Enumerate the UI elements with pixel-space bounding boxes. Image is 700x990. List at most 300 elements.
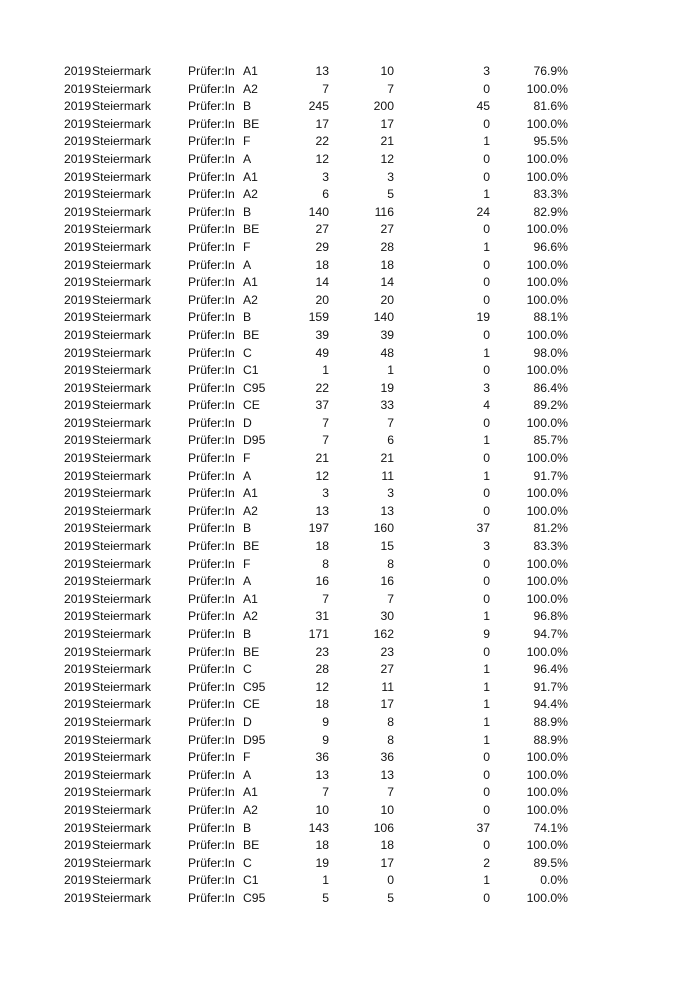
passed-count-cell: 17 — [380, 855, 394, 870]
region-cell: Steiermark — [92, 257, 151, 272]
region-cell: Steiermark — [92, 679, 151, 694]
year-cell: 2019 — [64, 398, 92, 413]
failed-count-cell: 1 — [483, 873, 490, 888]
total-count-cell: 23 — [315, 644, 329, 659]
year-cell: 2019 — [64, 327, 92, 342]
region-cell: Steiermark — [92, 609, 151, 624]
passed-count-cell: 15 — [380, 539, 394, 554]
pass-rate-cell: 100.0% — [526, 503, 568, 518]
total-count-cell: 245 — [308, 99, 329, 114]
year-cell: 2019 — [64, 116, 92, 131]
license-class-cell: A — [243, 574, 252, 589]
passed-count-cell: 16 — [380, 574, 394, 589]
license-class-cell: C1 — [243, 873, 259, 888]
passed-count-cell: 19 — [380, 380, 394, 395]
total-count-cell: 7 — [322, 591, 329, 606]
role-cell: Prüfer:In — [188, 679, 235, 694]
passed-count-cell: 5 — [387, 890, 394, 905]
role-cell: Prüfer:In — [188, 662, 235, 677]
role-cell: Prüfer:In — [188, 204, 235, 219]
license-class-cell: A — [243, 257, 252, 272]
pass-rate-cell: 81.6% — [533, 99, 568, 114]
region-cell: Steiermark — [92, 714, 151, 729]
passed-count-cell: 8 — [387, 714, 394, 729]
failed-count-cell: 0 — [483, 275, 490, 290]
region-cell: Steiermark — [92, 574, 151, 589]
role-cell: Prüfer:In — [188, 574, 235, 589]
pass-rate-cell: 100.0% — [526, 169, 568, 184]
role-cell: Prüfer:In — [188, 398, 235, 413]
passed-count-cell: 12 — [380, 151, 394, 166]
role-cell: Prüfer:In — [188, 380, 235, 395]
region-cell: Steiermark — [92, 767, 151, 782]
failed-count-cell: 1 — [483, 714, 490, 729]
year-cell: 2019 — [64, 750, 92, 765]
year-cell: 2019 — [64, 521, 92, 536]
year-cell: 2019 — [64, 820, 92, 835]
license-class-cell: C — [243, 855, 252, 870]
total-count-cell: 159 — [308, 310, 329, 325]
year-cell: 2019 — [64, 81, 92, 96]
region-cell: Steiermark — [92, 785, 151, 800]
pass-rate-cell: 100.0% — [526, 591, 568, 606]
license-class-cell: A2 — [243, 503, 258, 518]
table-row — [0, 626, 700, 644]
role-cell: Prüfer:In — [188, 169, 235, 184]
total-count-cell: 28 — [315, 662, 329, 677]
failed-count-cell: 0 — [483, 151, 490, 166]
region-cell: Steiermark — [92, 275, 151, 290]
total-count-cell: 16 — [315, 574, 329, 589]
license-class-cell: D95 — [243, 732, 266, 747]
role-cell: Prüfer:In — [188, 767, 235, 782]
year-cell: 2019 — [64, 345, 92, 360]
failed-count-cell: 0 — [483, 81, 490, 96]
table-row — [0, 362, 700, 380]
license-class-cell: A2 — [243, 81, 258, 96]
role-cell: Prüfer:In — [188, 116, 235, 131]
role-cell: Prüfer:In — [188, 275, 235, 290]
region-cell: Steiermark — [92, 187, 151, 202]
passed-count-cell: 36 — [380, 750, 394, 765]
license-class-cell: BE — [243, 116, 260, 131]
pass-rate-cell: 100.0% — [526, 802, 568, 817]
failed-count-cell: 0 — [483, 767, 490, 782]
failed-count-cell: 2 — [483, 855, 490, 870]
table-row — [0, 520, 700, 538]
failed-count-cell: 9 — [483, 627, 490, 641]
region-cell: Steiermark — [92, 363, 151, 378]
year-cell: 2019 — [64, 679, 92, 694]
table-row — [0, 644, 700, 662]
region-cell: Steiermark — [92, 310, 151, 325]
year-cell: 2019 — [64, 697, 92, 712]
table-row — [0, 169, 700, 187]
year-cell: 2019 — [64, 151, 92, 166]
pass-rate-cell: 100.0% — [526, 767, 568, 782]
passed-count-cell: 10 — [380, 802, 394, 817]
year-cell: 2019 — [64, 662, 92, 677]
table-row — [0, 855, 700, 873]
passed-count-cell: 30 — [380, 609, 394, 624]
pass-rate-cell: 100.0% — [526, 116, 568, 131]
license-class-cell: BE — [243, 539, 260, 554]
year-cell: 2019 — [64, 591, 92, 606]
passed-count-cell: 3 — [387, 486, 394, 501]
year-cell: 2019 — [64, 363, 92, 378]
passed-count-cell: 7 — [387, 591, 394, 606]
pass-rate-cell: 94.7% — [533, 627, 568, 641]
license-class-cell: F — [243, 451, 251, 466]
failed-count-cell: 4 — [483, 398, 490, 413]
failed-count-cell: 0 — [483, 802, 490, 817]
total-count-cell: 19 — [315, 855, 329, 870]
region-cell: Steiermark — [92, 539, 151, 554]
license-class-cell: A1 — [243, 785, 258, 800]
table-row — [0, 380, 700, 398]
table-row — [0, 890, 700, 908]
failed-count-cell: 0 — [483, 257, 490, 272]
failed-count-cell: 0 — [483, 503, 490, 518]
role-cell: Prüfer:In — [188, 714, 235, 729]
license-class-cell: CE — [243, 697, 260, 712]
pass-rate-cell: 100.0% — [526, 275, 568, 290]
table-row — [0, 591, 700, 609]
total-count-cell: 14 — [315, 275, 329, 290]
role-cell: Prüfer:In — [188, 802, 235, 817]
total-count-cell: 1 — [322, 363, 329, 378]
total-count-cell: 13 — [315, 64, 329, 78]
total-count-cell: 20 — [315, 292, 329, 307]
passed-count-cell: 116 — [374, 204, 394, 219]
year-cell: 2019 — [64, 855, 92, 870]
total-count-cell: 22 — [315, 134, 329, 149]
table-row — [0, 327, 700, 345]
failed-count-cell: 3 — [483, 539, 490, 554]
pass-rate-cell: 94.4% — [533, 697, 568, 712]
passed-count-cell: 5 — [387, 187, 394, 202]
total-count-cell: 9 — [322, 714, 329, 729]
role-cell: Prüfer:In — [188, 451, 235, 466]
passed-count-cell: 13 — [380, 767, 394, 782]
region-cell: Steiermark — [92, 433, 151, 448]
pass-rate-cell: 100.0% — [526, 785, 568, 800]
table-row — [0, 468, 700, 486]
total-count-cell: 143 — [308, 820, 329, 835]
passed-count-cell: 28 — [380, 239, 394, 254]
total-count-cell: 7 — [322, 785, 329, 800]
license-class-cell: A1 — [243, 486, 258, 501]
year-cell: 2019 — [64, 838, 92, 853]
role-cell: Prüfer:In — [188, 556, 235, 571]
failed-count-cell: 0 — [483, 750, 490, 765]
passed-count-cell: 17 — [380, 116, 394, 131]
failed-count-cell: 24 — [476, 204, 490, 219]
license-class-cell: A — [243, 151, 252, 166]
role-cell: Prüfer:In — [188, 873, 235, 888]
table-row — [0, 309, 700, 327]
license-class-cell: D — [243, 714, 252, 729]
pass-rate-cell: 100.0% — [526, 415, 568, 430]
role-cell: Prüfer:In — [188, 732, 235, 747]
failed-count-cell: 1 — [483, 187, 490, 202]
role-cell: Prüfer:In — [188, 486, 235, 501]
total-count-cell: 18 — [315, 838, 329, 853]
license-class-cell: A1 — [243, 275, 258, 290]
table-row — [0, 767, 700, 785]
license-class-cell: A2 — [243, 292, 258, 307]
passed-count-cell: 8 — [387, 732, 394, 747]
table-row — [0, 274, 700, 292]
total-count-cell: 3 — [322, 486, 329, 501]
pass-rate-cell: 96.8% — [533, 609, 568, 624]
table-row — [0, 503, 700, 521]
pass-rate-cell: 98.0% — [533, 345, 568, 360]
year-cell: 2019 — [64, 627, 92, 641]
region-cell: Steiermark — [92, 380, 151, 395]
table-row — [0, 872, 700, 890]
license-class-cell: A1 — [243, 169, 258, 184]
pass-rate-cell: 100.0% — [526, 574, 568, 589]
pass-rate-cell: 82.9% — [533, 204, 568, 219]
table-row — [0, 204, 700, 222]
failed-count-cell: 0 — [483, 169, 490, 184]
table-row — [0, 661, 700, 679]
table-row — [0, 415, 700, 433]
passed-count-cell: 18 — [380, 257, 394, 272]
failed-count-cell: 37 — [476, 820, 490, 835]
passed-count-cell: 8 — [387, 556, 394, 571]
role-cell: Prüfer:In — [188, 503, 235, 518]
region-cell: Steiermark — [92, 890, 151, 905]
failed-count-cell: 1 — [483, 697, 490, 712]
pass-rate-cell: 88.9% — [533, 714, 568, 729]
license-class-cell: C95 — [243, 380, 266, 395]
failed-count-cell: 1 — [483, 239, 490, 254]
region-cell: Steiermark — [92, 521, 151, 536]
pass-rate-cell: 88.9% — [533, 732, 568, 747]
table-row — [0, 749, 700, 767]
pass-rate-cell: 100.0% — [526, 451, 568, 466]
year-cell: 2019 — [64, 802, 92, 817]
total-count-cell: 21 — [315, 451, 329, 466]
region-cell: Steiermark — [92, 222, 151, 237]
failed-count-cell: 0 — [483, 591, 490, 606]
region-cell: Steiermark — [92, 556, 151, 571]
year-cell: 2019 — [64, 714, 92, 729]
total-count-cell: 39 — [315, 327, 329, 342]
total-count-cell: 140 — [308, 204, 329, 219]
total-count-cell: 9 — [322, 732, 329, 747]
region-cell: Steiermark — [92, 204, 151, 219]
pass-rate-cell: 100.0% — [526, 838, 568, 853]
passed-count-cell: 140 — [373, 310, 394, 325]
pass-rate-cell: 100.0% — [526, 363, 568, 378]
pass-rate-cell: 91.7% — [533, 679, 568, 694]
pass-rate-cell: 85.7% — [533, 433, 568, 448]
total-count-cell: 197 — [308, 521, 329, 536]
license-class-cell: A2 — [243, 609, 258, 624]
year-cell: 2019 — [64, 222, 92, 237]
passed-count-cell: 200 — [373, 99, 394, 114]
pass-rate-cell: 89.5% — [533, 855, 568, 870]
failed-count-cell: 0 — [483, 644, 490, 659]
region-cell: Steiermark — [92, 134, 151, 149]
year-cell: 2019 — [64, 134, 92, 149]
passed-count-cell: 160 — [373, 521, 394, 536]
year-cell: 2019 — [64, 310, 92, 325]
table-row — [0, 556, 700, 574]
license-class-cell: F — [243, 750, 251, 765]
table-row — [0, 820, 700, 838]
license-class-cell: A2 — [243, 802, 258, 817]
pass-rate-cell: 0.0% — [540, 873, 568, 888]
passed-count-cell: 7 — [387, 81, 394, 96]
pass-rate-cell: 100.0% — [526, 750, 568, 765]
pass-rate-cell: 91.7% — [533, 468, 568, 483]
total-count-cell: 1 — [322, 873, 329, 888]
year-cell: 2019 — [64, 873, 92, 888]
year-cell: 2019 — [64, 785, 92, 800]
table-row — [0, 98, 700, 116]
passed-count-cell: 0 — [387, 873, 394, 888]
passed-count-cell: 106 — [373, 820, 394, 835]
failed-count-cell: 0 — [483, 116, 490, 131]
table-row — [0, 292, 700, 310]
role-cell: Prüfer:In — [188, 697, 235, 712]
year-cell: 2019 — [64, 415, 92, 430]
total-count-cell: 12 — [315, 151, 329, 166]
failed-count-cell: 0 — [483, 785, 490, 800]
passed-count-cell: 17 — [380, 697, 394, 712]
table-row — [0, 397, 700, 415]
pass-rate-cell: 100.0% — [526, 222, 568, 237]
license-class-cell: D95 — [243, 433, 266, 448]
license-class-cell: A1 — [243, 591, 258, 606]
failed-count-cell: 1 — [483, 433, 490, 448]
total-count-cell: 18 — [315, 539, 329, 554]
passed-count-cell: 14 — [380, 275, 394, 290]
pass-rate-cell: 81.2% — [533, 521, 568, 536]
passed-count-cell: 11 — [381, 679, 394, 694]
region-cell: Steiermark — [92, 415, 151, 430]
failed-count-cell: 0 — [483, 890, 490, 905]
license-class-cell: A2 — [243, 187, 258, 202]
failed-count-cell: 37 — [476, 521, 490, 536]
table-row — [0, 538, 700, 556]
failed-count-cell: 3 — [483, 380, 490, 395]
license-class-cell: F — [243, 134, 251, 149]
passed-count-cell: 1 — [387, 363, 394, 378]
year-cell: 2019 — [64, 275, 92, 290]
year-cell: 2019 — [64, 451, 92, 466]
table-row — [0, 784, 700, 802]
region-cell: Steiermark — [92, 873, 151, 888]
passed-count-cell: 27 — [380, 222, 394, 237]
role-cell: Prüfer:In — [188, 521, 235, 536]
year-cell: 2019 — [64, 732, 92, 747]
year-cell: 2019 — [64, 890, 92, 905]
role-cell: Prüfer:In — [188, 99, 235, 114]
total-count-cell: 29 — [315, 239, 329, 254]
region-cell: Steiermark — [92, 292, 151, 307]
license-class-cell: BE — [243, 838, 260, 853]
total-count-cell: 36 — [315, 750, 329, 765]
failed-count-cell: 1 — [483, 662, 490, 677]
pass-rate-cell: 95.5% — [533, 134, 568, 149]
year-cell: 2019 — [64, 257, 92, 272]
total-count-cell: 18 — [315, 257, 329, 272]
license-class-cell: CE — [243, 398, 260, 413]
region-cell: Steiermark — [92, 644, 151, 659]
total-count-cell: 7 — [322, 415, 329, 430]
year-cell: 2019 — [64, 433, 92, 448]
table-row — [0, 485, 700, 503]
passed-count-cell: 162 — [373, 627, 394, 641]
license-class-cell: B — [243, 99, 252, 114]
table-row — [0, 239, 700, 257]
table-row — [0, 116, 700, 134]
passed-count-cell: 7 — [387, 415, 394, 430]
passed-count-cell: 48 — [380, 345, 394, 360]
pass-rate-cell: 88.1% — [533, 310, 568, 325]
pass-rate-cell: 86.4% — [533, 380, 568, 395]
license-class-cell: C — [243, 345, 252, 360]
pass-rate-cell: 89.2% — [533, 398, 568, 413]
pass-rate-cell: 96.6% — [533, 239, 568, 254]
region-cell: Steiermark — [92, 627, 151, 641]
failed-count-cell: 1 — [483, 345, 490, 360]
table-row — [0, 432, 700, 450]
failed-count-cell: 0 — [483, 838, 490, 853]
license-class-cell: B — [243, 521, 252, 536]
region-cell: Steiermark — [92, 64, 151, 78]
role-cell: Prüfer:In — [188, 187, 235, 202]
role-cell: Prüfer:In — [188, 838, 235, 853]
failed-count-cell: 1 — [483, 468, 490, 483]
total-count-cell: 37 — [315, 398, 329, 413]
failed-count-cell: 1 — [483, 679, 490, 694]
passed-count-cell: 13 — [380, 503, 394, 518]
role-cell: Prüfer:In — [188, 433, 235, 448]
region-cell: Steiermark — [92, 398, 151, 413]
total-count-cell: 12 — [315, 468, 329, 483]
region-cell: Steiermark — [92, 503, 151, 518]
year-cell: 2019 — [64, 239, 92, 254]
region-cell: Steiermark — [92, 239, 151, 254]
total-count-cell: 171 — [308, 627, 329, 641]
pass-rate-cell: 83.3% — [533, 187, 568, 202]
passed-count-cell: 27 — [380, 662, 394, 677]
region-cell: Steiermark — [92, 820, 151, 835]
total-count-cell: 49 — [315, 345, 329, 360]
failed-count-cell: 1 — [483, 134, 490, 149]
license-class-cell: B — [243, 820, 252, 835]
region-cell: Steiermark — [92, 345, 151, 360]
table-row — [0, 837, 700, 855]
passed-count-cell: 11 — [381, 468, 394, 483]
failed-count-cell: 0 — [483, 363, 490, 378]
pass-rate-cell: 96.4% — [533, 662, 568, 677]
table-row — [0, 679, 700, 697]
total-count-cell: 7 — [322, 81, 329, 96]
table-row — [0, 714, 700, 732]
role-cell: Prüfer:In — [188, 415, 235, 430]
license-class-cell: C — [243, 662, 252, 677]
total-count-cell: 18 — [315, 697, 329, 712]
failed-count-cell: 0 — [483, 574, 490, 589]
role-cell: Prüfer:In — [188, 591, 235, 606]
